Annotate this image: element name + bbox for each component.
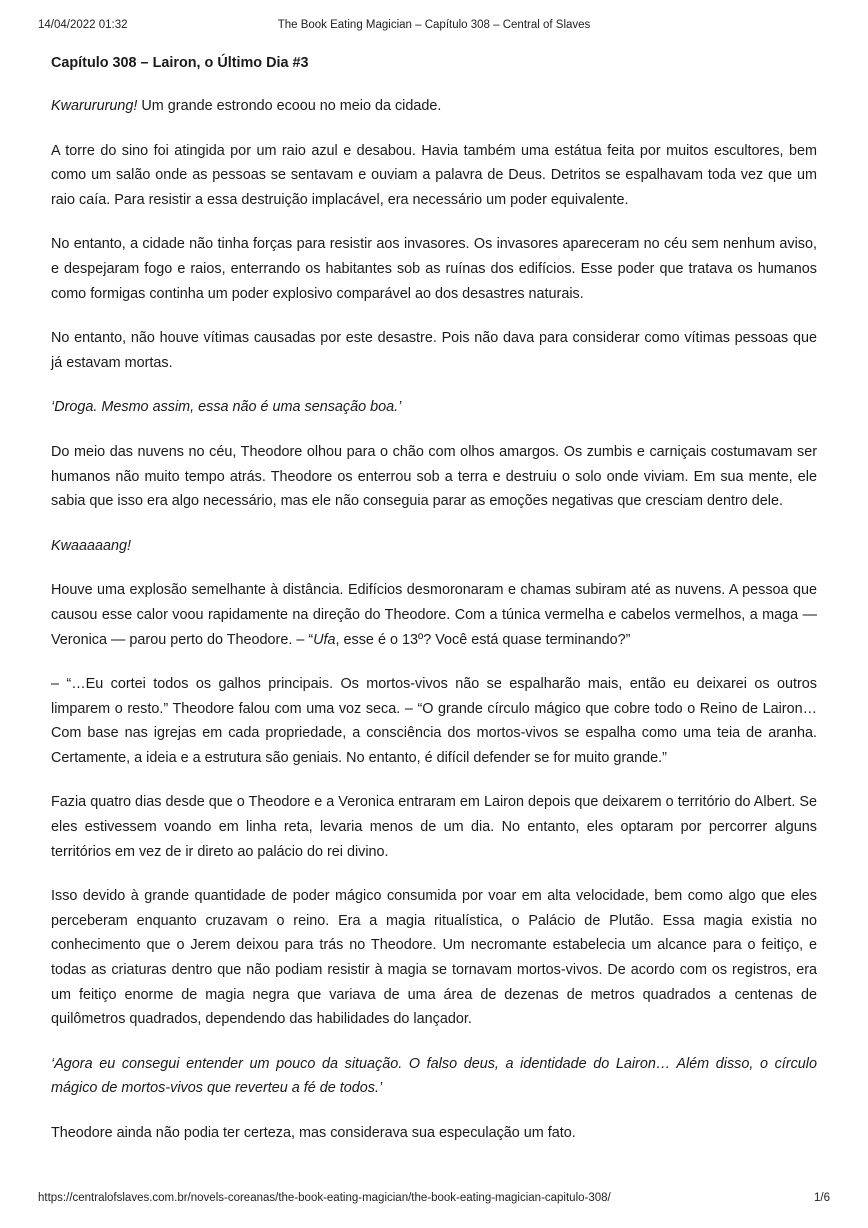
print-page-title: The Book Eating Magician – Capítulo 308 – Central of Slaves (277, 19, 591, 31)
chapter-title: Capítulo 308 – Lairon, o Último Dia #3 (51, 55, 309, 71)
page-number: 1/6 (814, 1192, 830, 1204)
paragraph: Houve uma explosão semelhante à distância. Edifícios desmoronaram e chamas subiram até as nuvens. A pessoa que causou esse calor voou rapidamente na direção do Theodore. Com a túnica vermelha e cabelos vermelhos, a maga — Veronica — parou perto do Theodore. – “Ufa, esse é o 13º? Você está quase terminando?” (51, 582, 817, 648)
onomatopoeia: Kwarururung! (51, 98, 138, 114)
paragraph: A torre do sino foi atingida por um raio azul e desabou. Havia também uma estátua feita por muitos escultores, bem como um salão onde as pessoas se sentavam e ouviam a palavra de Deus. Detritos se espalhavam toda vez que um raio caía. Para resistir a essa destruição implacável, era necessário um poder equivalente. (51, 142, 817, 208)
paragraph-thought: ‘Agora eu consegui entender um pouco da situação. O falso deus, a identidade do Lairon… Além disso, o círculo mágico de mortos-vivos que reverteu a fé de todos.’ (51, 1055, 817, 1097)
paragraph: Theodore ainda não podia ter certeza, mas considerava sua especulação um fato. (51, 1125, 576, 1141)
chapter-content (51, 53, 817, 1146)
paragraph: No entanto, a cidade não tinha forças para resistir aos invasores. Os invasores apareceram no céu sem nenhum aviso, e despejaram fogo e raios, enterrando os habitantes sob as ruínas dos edifícios. Esse poder que tratava os humanos como formigas continha um poder explosivo comparável ao dos desastres naturais. (51, 236, 817, 302)
paragraph: Kwarururung! Um grande estrondo ecoou no meio da cidade. (51, 98, 442, 114)
print-datetime: 14/04/2022 01:32 (38, 19, 128, 31)
paragraph-onomatopoeia: Kwaaaaang! (51, 537, 132, 554)
paragraph: Do meio das nuvens no céu, Theodore olhou para o chão com olhos amargos. Os zumbis e carniçais costumavam ser humanos não muito tempo atrás. Theodore os enterrou sob a terra e destruiu o solo onde viviam. Em sua mente, ele sabia que isso era algo necessário, mas ele não conseguia parar as emoções negativas que cresciam dentro dele. (51, 443, 817, 510)
paragraph: – “…Eu cortei todos os galhos principais. Os mortos-vivos não se espalharão mais, então eu deixarei os outros limparem o resto.” Theodore falou com uma voz seca. – “O grande círculo mágico que cobre todo o Reino de Lairon… Com base nas igrejas em cada propriedade, a consciência dos mortos-vivos se espalha como uma teia de aranha. Certamente, a ideia e a estrutura são geniais. No entanto, é difícil defender se for muito grande.” (51, 676, 817, 766)
paragraph: Fazia quatro dias desde que o Theodore e a Veronica entraram em Lairon depois que deixarem o território do Albert. Se eles estivessem voando em linha reta, levaria menos de um dia. No entanto, eles optaram por percorrer alguns territórios em vez de ir direto ao palácio do rei divino. (51, 794, 817, 860)
page-url: https://centralofslaves.com.br/novels-coreanas/the-book-eating-magician/the-book-eating-magician-capitulo-308/ (38, 1192, 611, 1204)
paragraph: Isso devido à grande quantidade de poder mágico consumida por voar em alta velocidade, bem como algo que eles perceberam enquanto cruzavam o reino. Era a magia ritualística, o Palácio de Plutão. Essa magia existia no conhecimento que o Jerem deixou para trás no Theodore. Um necromante estabelecia um alcance para o feitiço, e todas as criaturas dentro que não podiam resistir à magia se tornavam mortos-vivos. De acordo com os registros, era um feitiço enorme de magia negra que variava de uma área de dezenas de metros quadrados a centenas de quilômetros quadrados, dependendo das habilidades do lançador. (51, 888, 817, 1028)
paragraph: No entanto, não houve vítimas causadas por este desastre. Pois não dava para considerar como vítimas pessoas que já estavam mortas. (51, 330, 817, 371)
paragraph-thought: ‘Droga. Mesmo assim, essa não é uma sensação boa.’ (51, 399, 402, 416)
